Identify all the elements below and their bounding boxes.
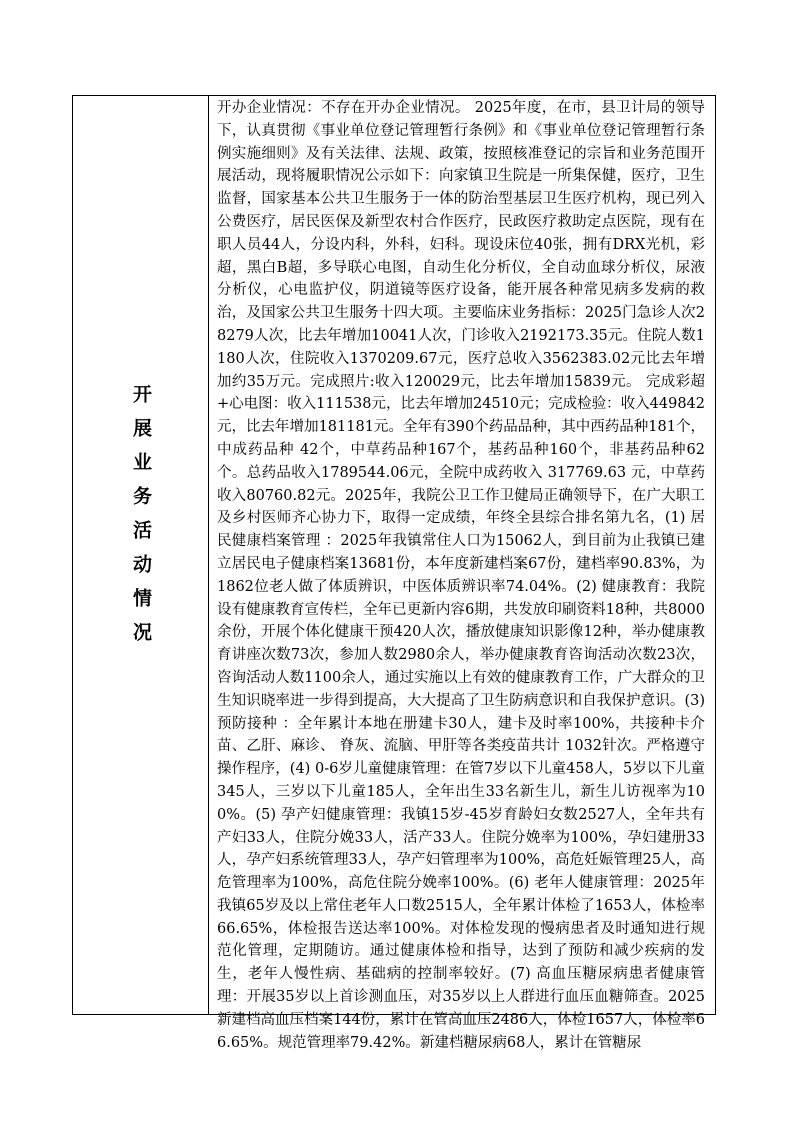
section-label-cell bbox=[73, 96, 209, 1014]
section-content-cell bbox=[209, 96, 715, 1051]
report-table bbox=[72, 95, 716, 1051]
section-label: 开展业务活动情况 bbox=[130, 384, 152, 656]
business-activity-text: 开办企业情况：不存在开办企业情况。 2025年度，在市，县卫计局的领导下，认真贯彻《事业单位登记管理暂行条例》和《事业单位登记管理暂行条例实施细则》及有关法律、法规、政策，按照核准登记的宗旨和业务范围开展活动，现将履职情况公示如下：向家镇卫生院是一所集保健，医疗，卫生监督，国家基本公共卫生服务于一体的防治型基层卫生医疗机构，现已列入公费医疗，居民医保及新型农村合作医疗，民政医疗救助定点医院，现有在职人员44人，分设内科，外科，妇科。现设床位40张，拥有DRX光机，彩超，黑白B超，多导联心电图，自动生化分析仪，全自动血球分析仪，尿液分析仪，心电监护仪，阴道镜等医疗设备，能开展各种常见病多发病的救治，及国家公共卫生服务十四大项。主要临床业务指标：2025门急诊人次28279人次，比去年增加10041人次，门诊收入2192173.35元。住院人数1180人次，住院收入1370209.67元，医疗总收入3562383.02元比去年增加约35万元。完成照片:收入120029元，比去年增加15839元。 完成彩超+心电图：收入111538元，比去年增加24510元；完成检验：收入449842元，比去年增加181181元。全年有390个药品品种，其中西药品种181个，中成药品种 42个，中草药品种167个，基药品种160个，非基药品种62个。总药品收入1789544.06元，全院中成药收入 317769.63 元，中草药收入80760.82元。2025年，我院公卫工作卫健局正确领导下，在广大职工及乡村医师齐心协力下，取得一定成绩，年终全县综合排名第九名，(1) 居民健康档案管理 ：2025年我镇常住人口为15062人，到目前为止我镇已建立居民电子健康档案13681份，本年度新建档案67份，建档率90.83%，为1862位老人做了体质辨识，中医体质辨识率74.04%。(2) 健康教育：我院设有健康教育宣传栏，全年已更新内容6期，共发放印刷资料18种，共8000余份，开展个体化健康干预420人次，播放健康知识影像12种，举办健康教育讲座次数73次，参加人数2980余人，举办健康教育咨询活动次数23次，咨询活动人数1100余人，通过实施以上有效的健康教育工作，广大群众的卫生知识晓率进一步得到提高，大大提高了卫生防病意识和自我保护意识。(3) 预防接种 ：全年累计本地在册建卡30人，建卡及时率100%，共接种卡介苗、乙肝、麻诊、 脊灰、流脑、甲肝等各类疫苗共计 1032针次。严格遵守操作程序，(4) 0-6岁儿童健康管理：在管7岁以下儿童458人，5岁以下儿童345人，三岁以下儿童185人，全年出生33名新生儿，新生儿访视率为100%。(5) 孕产妇健康管理：我镇15岁-45岁育龄妇女数2527人，全年共有产妇33人，住院分娩33人，活产33人。住院分娩率为100%，孕妇建册33人，孕产妇系统管理33人，孕产妇管理率为100%，高危妊娠管理25人，高危管理率为100%，高危住院分娩率100%。(6) 老年人健康管理：2025年我镇65岁及以上常住老年人口数2515人，全年累计体检了1653人，体检率66.65%，体检报告送达率100%。对体检发现的慢病患者及时通知进行规范化管理，定期随访。通过健康体检和指导，达到了预防和减少疾病的发生，老年人慢性病、基础病的控制率较好。(7) 高血压糖尿病患者健康管理：开展35岁以上首诊测血压，对35岁以上人群进行血压血糖筛查。2025新建档高血压档案144份，累计在管高血压2486人，体检1657人，体检率66.65%。规范管理率79.42%。新建档糖尿病68人，累计在管糖尿 bbox=[217, 100, 705, 1051]
